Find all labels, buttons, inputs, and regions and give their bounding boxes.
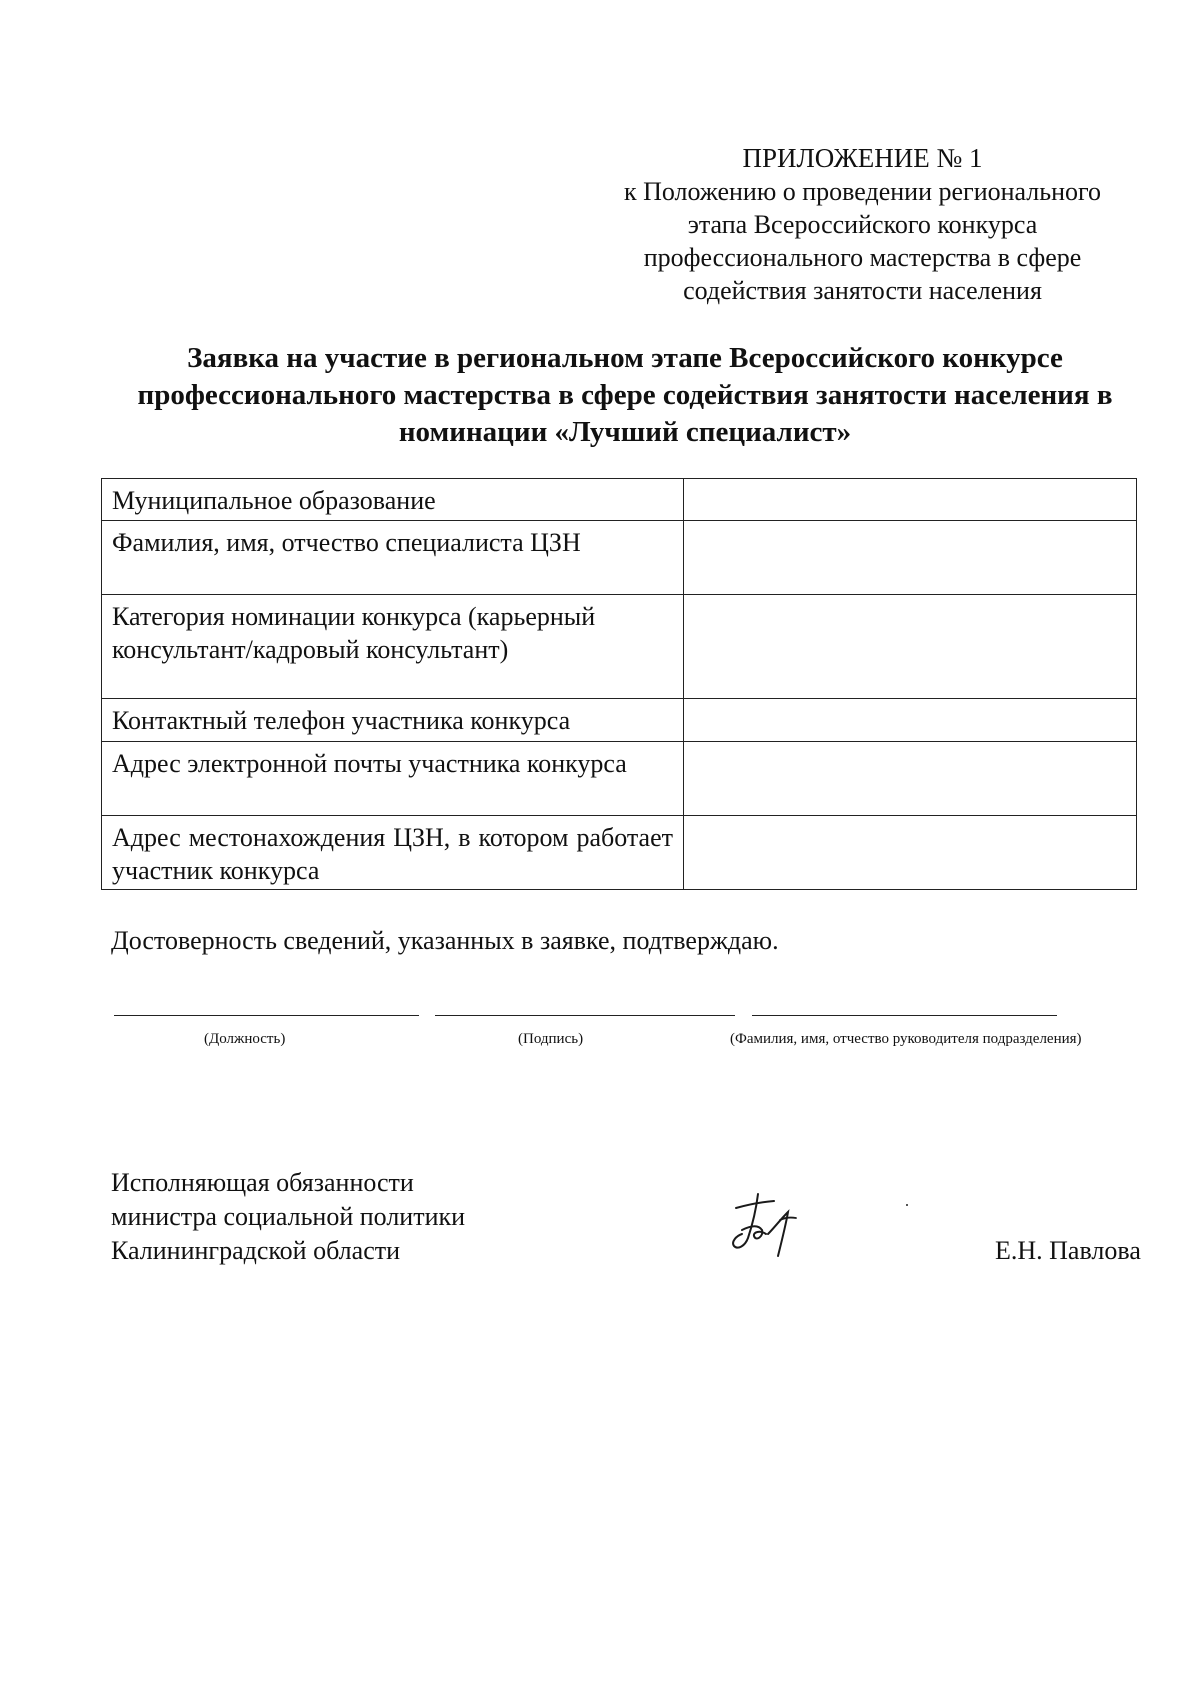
signature-line (435, 1015, 735, 1016)
name-caption: (Фамилия, имя, отчество руководителя подразделения) (730, 1031, 1082, 1047)
signature-caption: (Подпись) (518, 1031, 584, 1047)
signer-title-line: министра социальной политики (111, 1202, 466, 1231)
row-value-specialist-name[interactable] (684, 521, 1137, 595)
appendix-line: к Положению о проведении регионального (623, 177, 1102, 206)
signer-title (111, 1166, 465, 1268)
signer-title-line: Калининградской области (111, 1236, 401, 1265)
document-title-line: номинации «Лучший специалист» (398, 416, 852, 448)
table-row (102, 521, 1137, 595)
application-form-table (101, 478, 1137, 890)
row-label-center-address: Адрес местонахождения ЦЗН, в котором работает участник конкурса (102, 816, 684, 890)
row-label-email: Адрес электронной почты участника конкурса (102, 742, 684, 816)
row-label-nomination-category: Категория номинации конкурса (карьерный консультант/кадровый консультант) (102, 595, 684, 699)
handwritten-signature (728, 1190, 800, 1268)
document-title-line: Заявка на участие в региональном этапе Всероссийского конкурсе (187, 342, 1063, 374)
table-row (102, 816, 1137, 890)
position-caption: (Должность) (204, 1031, 286, 1047)
signer-title-line: Исполняющая обязанности (111, 1168, 414, 1197)
row-label-municipality: Муниципальное образование (102, 479, 684, 521)
table-row (102, 595, 1137, 699)
name-signature-line (752, 1015, 1057, 1016)
table-row (102, 742, 1137, 816)
row-value-municipality[interactable] (684, 479, 1137, 521)
row-value-email[interactable] (684, 742, 1137, 816)
signer-name: Е.Н. Павлова (995, 1236, 1141, 1265)
document-title (100, 340, 1150, 451)
appendix-line: этапа Всероссийского конкурса (687, 210, 1038, 239)
appendix-header (600, 142, 1125, 307)
appendix-line: содействия занятости населения (683, 276, 1042, 305)
row-label-contact-phone: Контактный телефон участника конкурса (102, 699, 684, 742)
row-label-specialist-name: Фамилия, имя, отчество специалиста ЦЗН (102, 521, 684, 595)
document-title-line: профессионального мастерства в сфере содействия занятости населения в (137, 379, 1113, 411)
row-value-center-address[interactable] (684, 816, 1137, 890)
appendix-title: ПРИЛОЖЕНИЕ № 1 (742, 143, 983, 173)
position-signature-line (114, 1015, 419, 1016)
scan-speck (906, 1204, 908, 1206)
row-value-nomination-category[interactable] (684, 595, 1137, 699)
table-row (102, 479, 1137, 521)
appendix-line: профессионального мастерства в сфере (643, 243, 1082, 272)
confirmation-text: Достоверность сведений, указанных в заявке, подтверждаю. (111, 926, 779, 955)
row-value-contact-phone[interactable] (684, 699, 1137, 742)
table-row (102, 699, 1137, 742)
